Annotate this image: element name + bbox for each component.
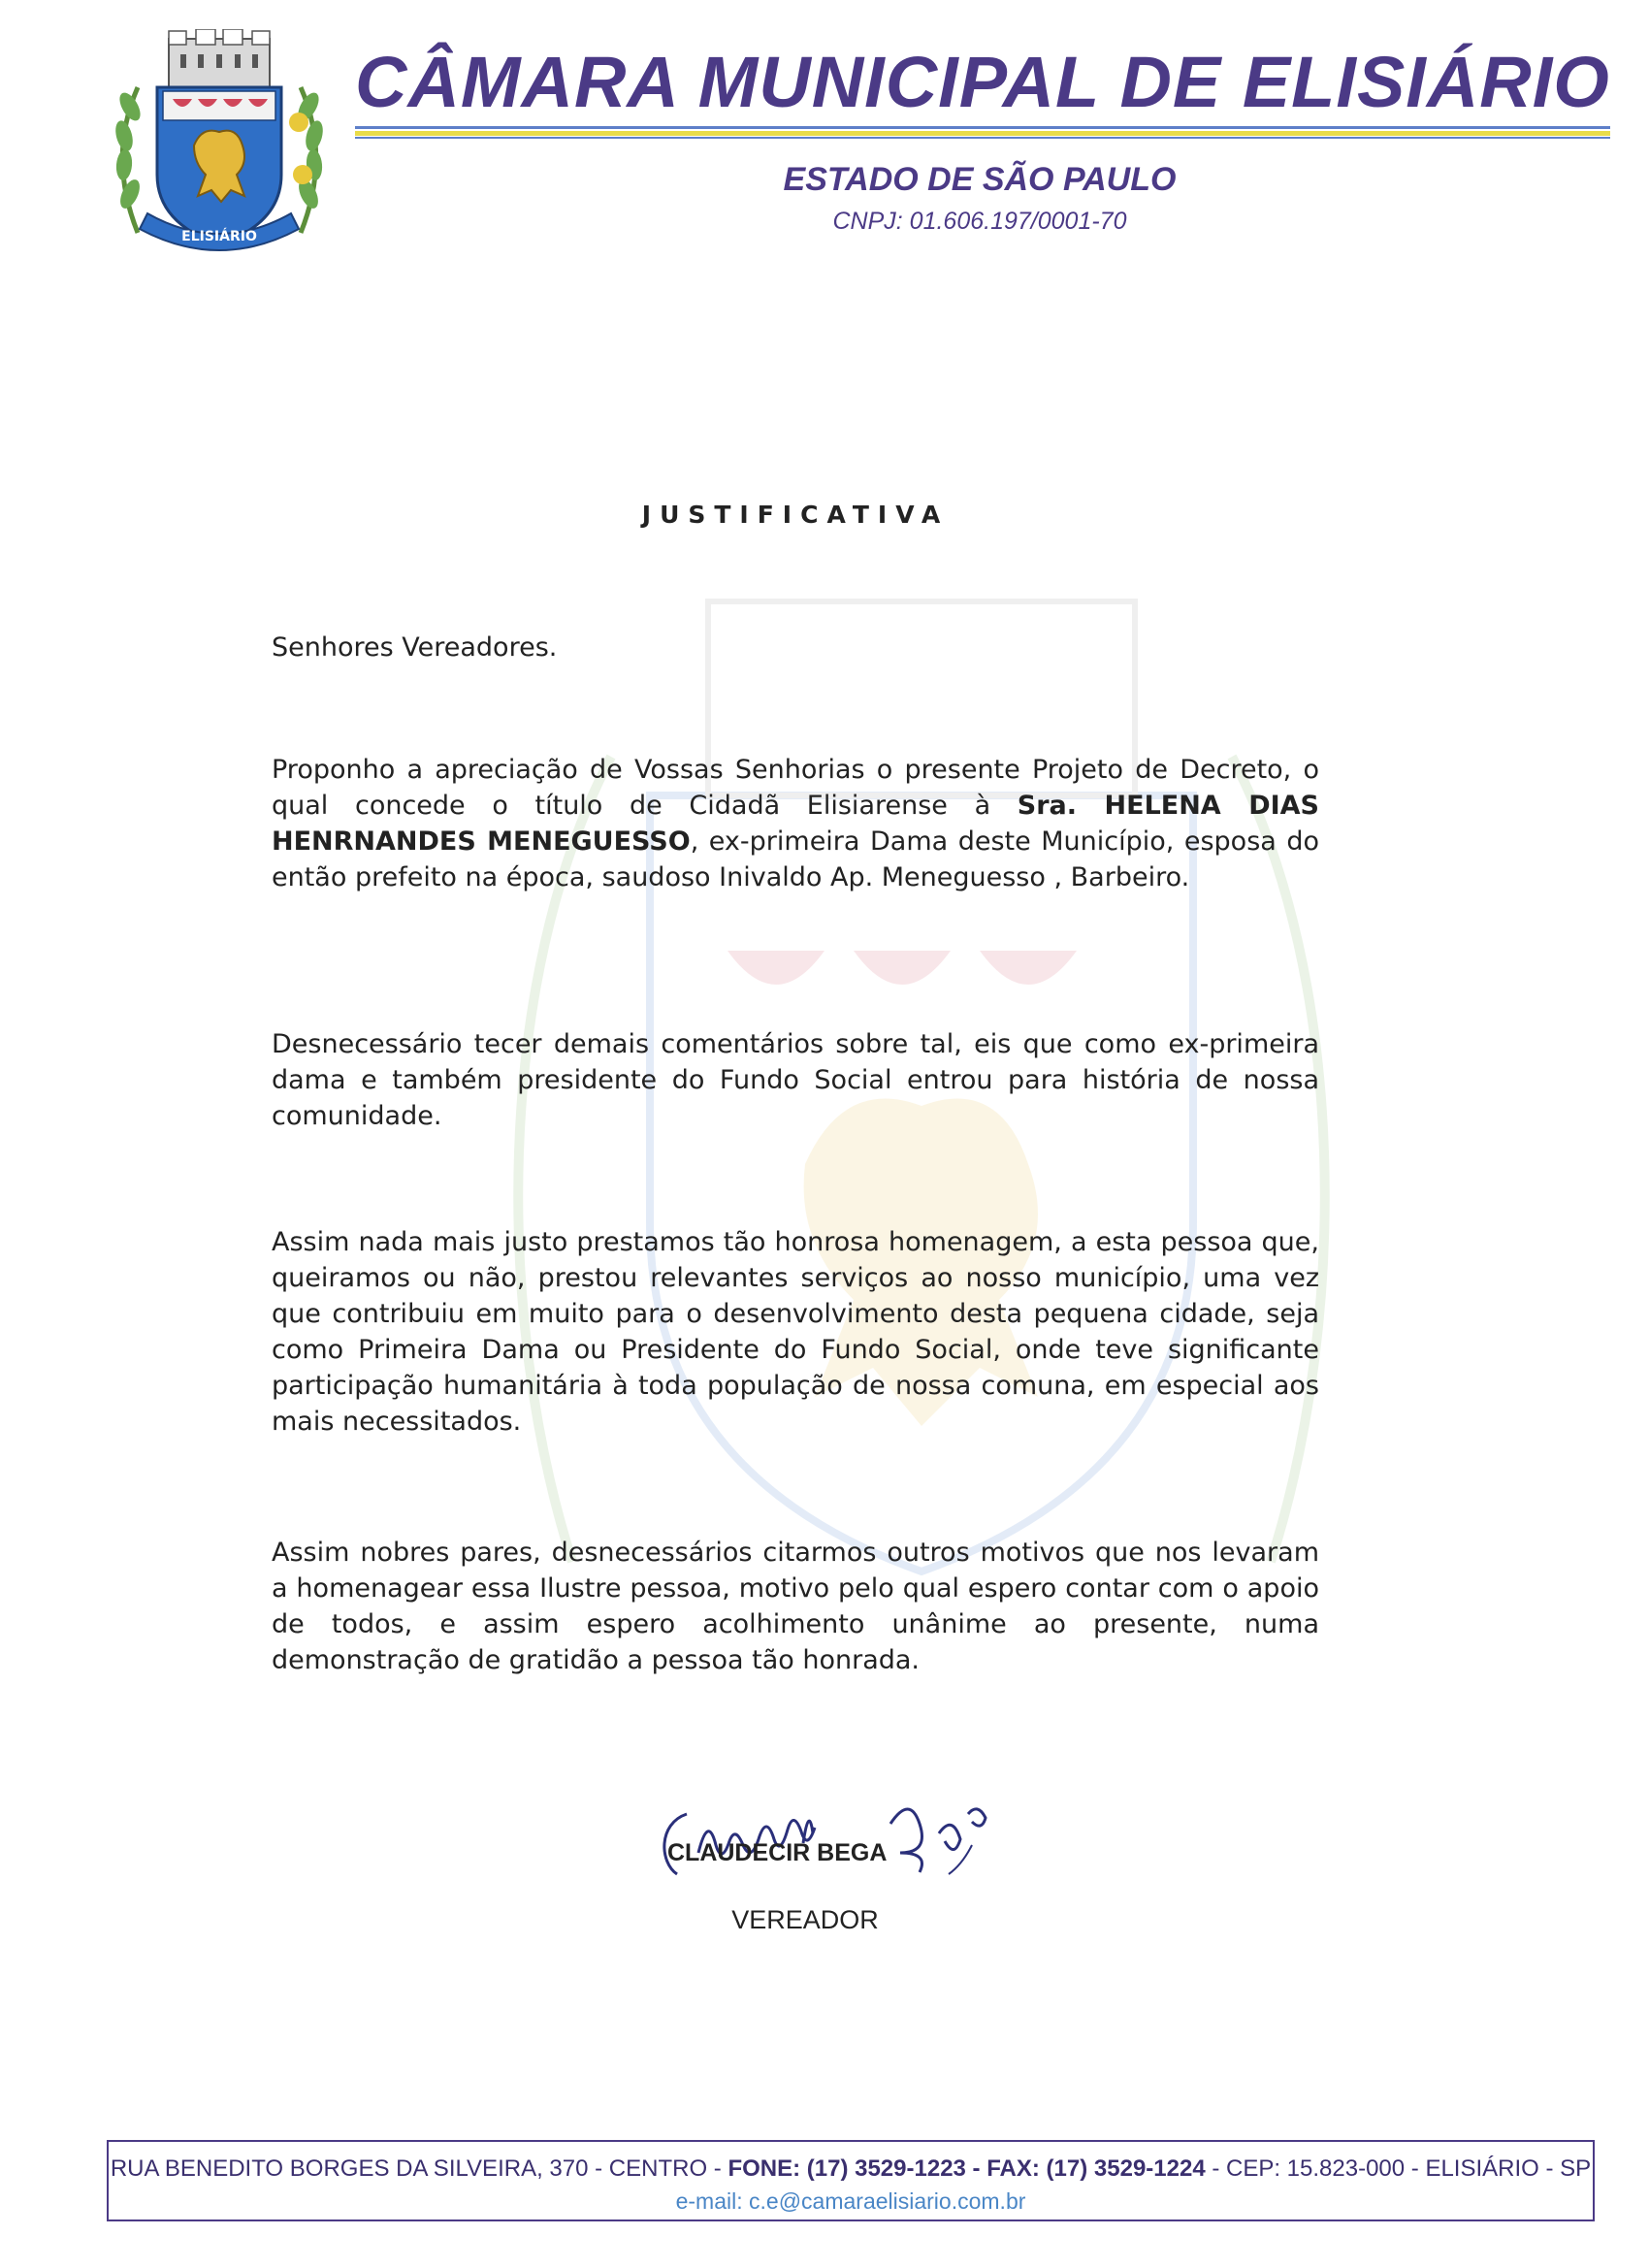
document-heading: JUSTIFICATIVA bbox=[641, 501, 950, 529]
paragraph-closing: Assim nobres pares, desnecessários citarmos outros motivos que nos levaram a homenagear essa Ilustre pessoa, motivo pelo qual espero contar com o apoio de todos, e assim espero acolhimento unânime ao presente, numa demonstração de gratidão a pessoa tão honrada. bbox=[272, 1538, 1319, 1675]
footer-street: RUA BENEDITO BORGES DA SILVEIRA, 370 - CENTRO - bbox=[110, 2155, 728, 2182]
signer-role: VEREADOR bbox=[731, 1905, 879, 1934]
salutation: Senhores Vereadores. bbox=[272, 632, 558, 663]
footer-cep-city: - CEP: 15.823-000 - ELISIÁRIO - SP bbox=[1205, 2155, 1592, 2182]
honoree-name: Sra. HELENA DIAS HENRNANDES MENEGUESSO bbox=[272, 791, 1319, 857]
crest-ribbon-text: ELISIÁRIO bbox=[181, 229, 257, 244]
signer-name: CLAUDECIR BEGA bbox=[667, 1839, 888, 1866]
state-name: ESTADO DE SÃO PAULO bbox=[783, 161, 1177, 198]
footer-contact-box bbox=[107, 2140, 1595, 2221]
footer-address bbox=[109, 2155, 1593, 2183]
title-underline bbox=[355, 126, 1610, 140]
footer-phone-fax: FONE: (17) 3529-1223 - FAX: (17) 3529-1224 bbox=[728, 2155, 1206, 2182]
footer-email-link[interactable]: e-mail: c.e@camaraelisiario.com.br bbox=[675, 2188, 1026, 2214]
municipal-crest-icon bbox=[109, 29, 330, 262]
cnpj-number: CNPJ: 01.606.197/0001-70 bbox=[832, 208, 1127, 235]
handwritten-signature bbox=[648, 1785, 1017, 1892]
chamber-title: CÂMARA MUNICIPAL DE ELISIÁRIO bbox=[355, 42, 1610, 122]
paragraph-homage: Assim nada mais justo prestamos tão honrosa homenagem, a esta pessoa que, queiramos ou não, prestou relevantes serviços ao nosso município, uma vez que contribuiu em muito para o desenvolvimento desta pequena cidade, seja como Primeira Dama ou Presidente do Fundo Social, onde teve significante participação humanitária à toda população de nossa comuna, em especial aos mais necessitados. bbox=[272, 1227, 1319, 1437]
paragraph-proposal-end: , ex-primeira Dama deste Município, esposa do então prefeito na época, saudoso Inivaldo Ap. Meneguesso , Barbeiro. bbox=[272, 826, 1320, 892]
paragraph-comments: Desnecessário tecer demais comentários sobre tal, eis que como ex-primeira dama e também presidente do Fundo Social entrou para história de nossa comunidade. bbox=[272, 1029, 1319, 1131]
paragraph-proposal bbox=[272, 752, 1319, 895]
paragraph-proposal-start: Proponho a apreciação de Vossas Senhorias o presente Projeto de Decreto, o qual concede o título de Cidadã Elisiarense à bbox=[272, 755, 1319, 821]
